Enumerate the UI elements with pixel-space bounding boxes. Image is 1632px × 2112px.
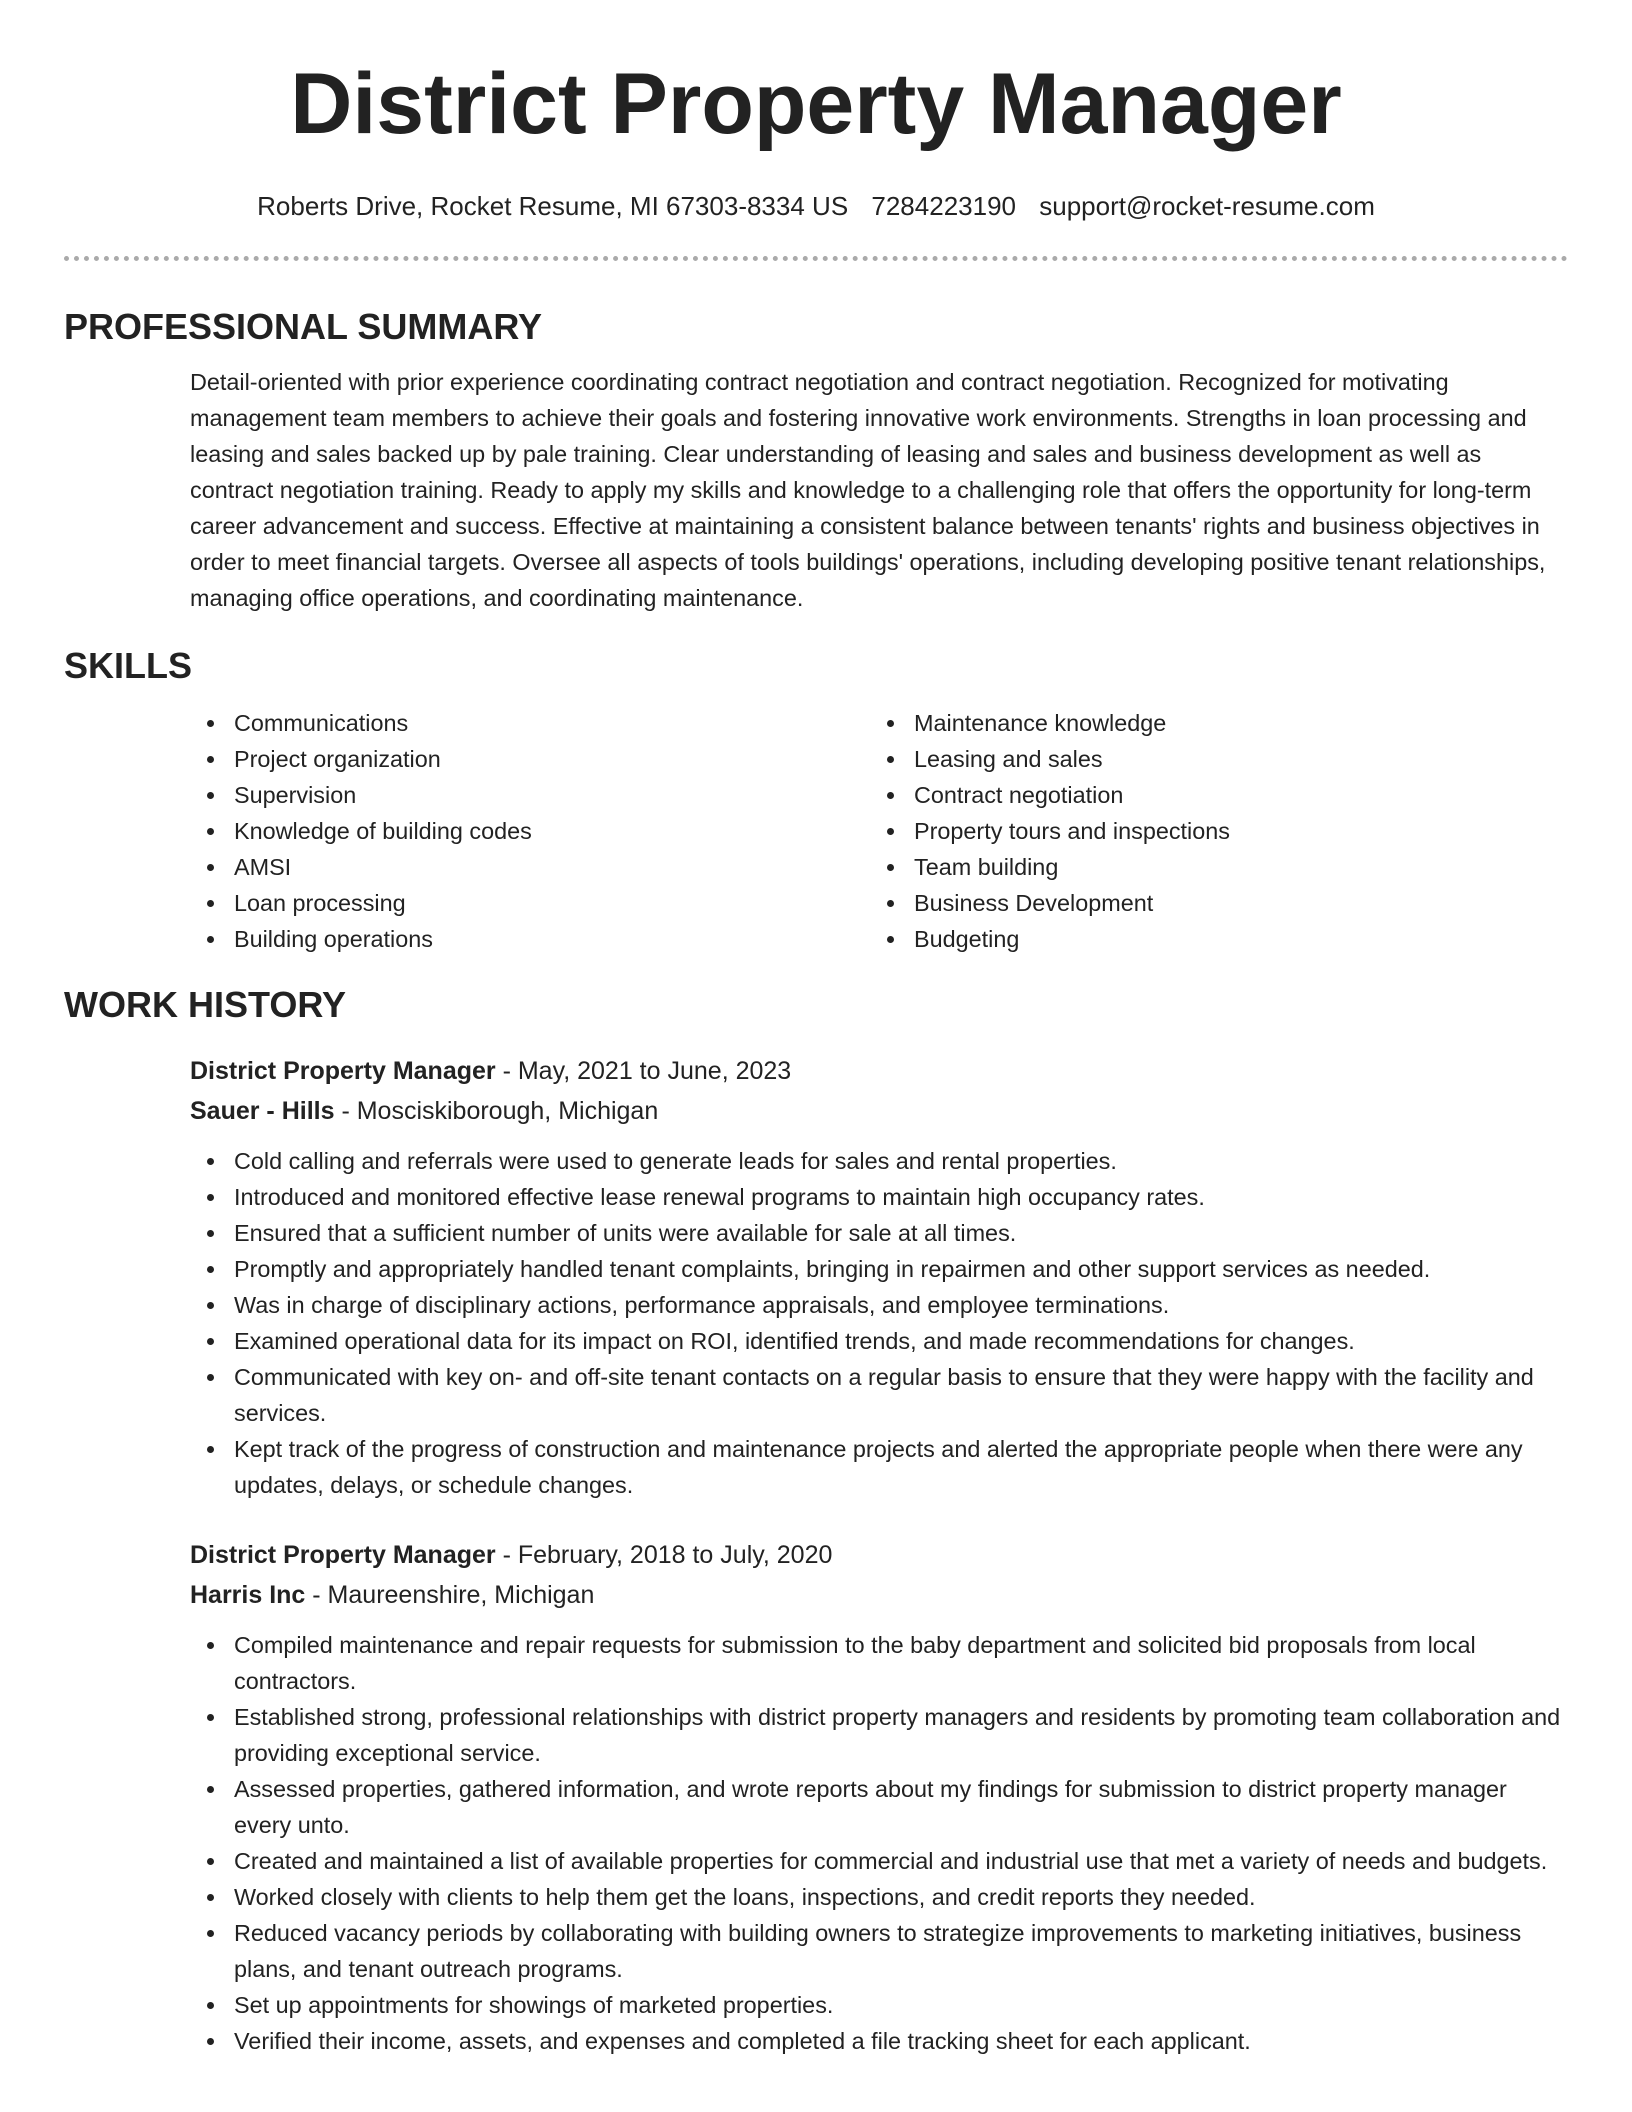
skill-item: Maintenance knowledge [870, 705, 1550, 741]
job-company-line [190, 1575, 1568, 1615]
contact-email: support@rocket-resume.com [1039, 191, 1375, 221]
summary-heading: PROFESSIONAL SUMMARY [64, 306, 543, 347]
job-company-line [190, 1091, 1568, 1131]
job-entry [190, 1535, 1568, 2059]
job-bullet: Ensured that a sufficient number of units were available for sale at all times. [190, 1215, 1568, 1251]
job-bullet: Introduced and monitored effective lease renewal programs to maintain high occupancy rates. [190, 1179, 1568, 1215]
job-bullet: Established strong, professional relationships with district property managers and residents by promoting team collaboration and providing exceptional service. [190, 1699, 1568, 1771]
job-bullet: Set up appointments for showings of marketed properties. [190, 1987, 1568, 2023]
skill-item: Business Development [870, 885, 1550, 921]
summary-section [64, 364, 1568, 616]
job-bullet: Promptly and appropriately handled tenant complaints, bringing in repairmen and other support services as needed. [190, 1251, 1568, 1287]
job-bullet: Cold calling and referrals were used to generate leads for sales and rental properties. [190, 1143, 1568, 1179]
contact-phone: 7284223190 [871, 191, 1016, 221]
job-dates: - February, 2018 to July, 2020 [495, 1541, 833, 1569]
skill-item: Supervision [190, 777, 870, 813]
work-history-section [64, 1051, 1568, 2059]
job-title-line [190, 1051, 1568, 1091]
job-bullets [190, 1143, 1568, 1503]
skill-item: Leasing and sales [870, 741, 1550, 777]
job-title-line [190, 1535, 1568, 1575]
skill-item: AMSI [190, 849, 870, 885]
job-bullet: Examined operational data for its impact on ROI, identified trends, and made recommendations for changes. [190, 1323, 1568, 1359]
skills-grid [190, 705, 1568, 957]
resume-title: District Property Manager [290, 56, 1342, 152]
skill-item: Property tours and inspections [870, 813, 1550, 849]
skill-item: Team building [870, 849, 1550, 885]
job-bullets [190, 1627, 1568, 2059]
skill-item: Contract negotiation [870, 777, 1550, 813]
skills-section [64, 705, 1568, 957]
job-location: - Maureenshire, Michigan [305, 1581, 595, 1609]
job-bullet: Created and maintained a list of available properties for commercial and industrial use that met a variety of needs and budgets. [190, 1843, 1568, 1879]
skill-item: Knowledge of building codes [190, 813, 870, 849]
skills-column-right [870, 705, 1550, 957]
skills-column-left [190, 705, 870, 957]
job-title: District Property Manager [190, 1057, 496, 1085]
job-entry [190, 1051, 1568, 1503]
skill-item: Communications [190, 705, 870, 741]
job-bullet: Was in charge of disciplinary actions, performance appraisals, and employee terminations. [190, 1287, 1568, 1323]
job-title: District Property Manager [190, 1541, 496, 1569]
job-bullet: Worked closely with clients to help them get the loans, inspections, and credit reports they needed. [190, 1879, 1568, 1915]
contact-line [64, 190, 1568, 222]
skill-item: Loan processing [190, 885, 870, 921]
job-bullet: Kept track of the progress of construction and maintenance projects and alerted the appropriate people when there were any updates, delays, or schedule changes. [190, 1431, 1568, 1503]
skill-item: Budgeting [870, 921, 1550, 957]
job-company: Sauer - Hills [190, 1097, 335, 1125]
summary-text: Detail-oriented with prior experience coordinating contract negotiation and contract negotiation. Recognized for motivating management team members to achieve their goals and fostering innovative work environments. Strengths in loan processing and leasing and sales backed up by pale training. Clear understanding of leasing and sales and business development as well as contract negotiation training. Ready to apply my skills and knowledge to a challenging role that offers the opportunity for long-term career advancement and success. Effective at maintaining a consistent balance between tenants' rights and business objectives in order to meet financial targets. Oversee all aspects of tools buildings' operations, including developing positive tenant relationships, managing office operations, and coordinating maintenance. [190, 369, 1546, 611]
skills-heading: SKILLS [64, 645, 193, 686]
contact-address: Roberts Drive, Rocket Resume, MI 67303-8334 US [257, 191, 849, 221]
job-bullet: Verified their income, assets, and expenses and completed a file tracking sheet for each applicant. [190, 2023, 1568, 2059]
skill-item: Building operations [190, 921, 870, 957]
work-history-heading: WORK HISTORY [64, 984, 347, 1025]
skill-item: Project organization [190, 741, 870, 777]
header-divider [64, 256, 1568, 261]
job-bullet: Reduced vacancy periods by collaborating with building owners to strategize improvements to marketing initiatives, business plans, and tenant outreach programs. [190, 1915, 1568, 1987]
job-bullet: Assessed properties, gathered information, and wrote reports about my findings for submission to district property manager every unto. [190, 1771, 1568, 1843]
job-location: - Mosciskiborough, Michigan [334, 1097, 659, 1125]
job-bullet: Compiled maintenance and repair requests for submission to the baby department and solicited bid proposals from local contractors. [190, 1627, 1568, 1699]
job-bullet: Communicated with key on- and off-site tenant contacts on a regular basis to ensure that they were happy with the facility and services. [190, 1359, 1568, 1431]
job-dates: - May, 2021 to June, 2023 [495, 1057, 792, 1085]
job-company: Harris Inc [190, 1581, 306, 1609]
